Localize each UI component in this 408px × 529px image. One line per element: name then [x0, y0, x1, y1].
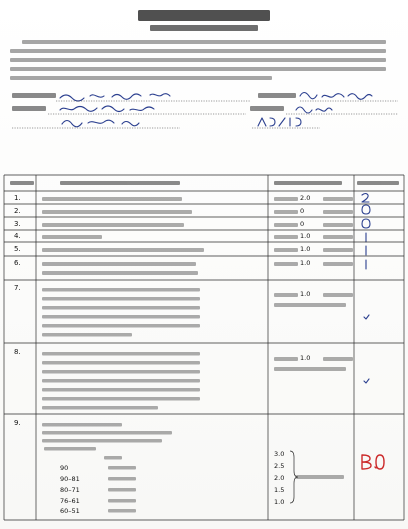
row-5-option-1-score: 1.0 — [300, 246, 311, 253]
row-3-serial: 3. — [14, 220, 21, 228]
handwritten-name — [60, 94, 170, 101]
handwritten-score-row-2 — [362, 205, 370, 214]
range-5: 60–51 — [60, 508, 80, 515]
identity-field-labels-shape — [12, 93, 296, 111]
row-9-serial: 9. — [14, 419, 21, 427]
handwritten-pincode — [258, 118, 301, 126]
range-2: 90–81 — [60, 476, 80, 483]
scale-value-2: 2.5 — [274, 463, 285, 470]
row-8-serial: 8. — [14, 348, 21, 356]
row-4-option-1-score: 1.0 — [300, 233, 311, 240]
scale-value-1: 3.0 — [274, 451, 285, 458]
range-1: 90 — [60, 465, 69, 472]
table-row-lines — [4, 204, 404, 414]
row-1-serial: 1. — [14, 194, 21, 202]
handwritten-score-row-9 — [362, 455, 384, 469]
handwritten-address-line-1 — [60, 106, 154, 112]
row-5-serial: 5. — [14, 245, 21, 253]
handwritten-score-row-3 — [362, 219, 370, 228]
row-7-option-1-score: 1.0 — [300, 291, 311, 298]
range-4: 76–61 — [60, 498, 80, 505]
row-6-serial: 6. — [14, 259, 21, 267]
handwritten-code — [296, 107, 332, 113]
row-2-option-1-score: 0 — [300, 208, 305, 215]
row-4-serial: 4. — [14, 232, 21, 240]
instructions-paragraph-shape — [10, 40, 386, 80]
row-1-option-1-score: 2.0 — [300, 195, 311, 202]
scale-value-5: 1.0 — [274, 499, 285, 506]
row-3-option-1-score: 0 — [300, 221, 305, 228]
handwritten-score-row-8 — [364, 379, 369, 383]
handwritten-score-row-1 — [362, 194, 369, 203]
scale-value-4: 1.5 — [274, 487, 285, 494]
row-6-option-1-score: 1.0 — [300, 260, 311, 267]
row-7-serial: 7. — [14, 284, 21, 292]
handwritten-address-line-2 — [62, 120, 139, 127]
handwritten-school-name — [300, 93, 372, 100]
row-2-serial: 2. — [14, 207, 21, 215]
handwritten-score-row-7 — [364, 315, 369, 319]
scale-value-3: 2.0 — [274, 475, 285, 482]
range-3: 80–71 — [60, 487, 80, 494]
row-8-option-1-score: 1.0 — [300, 355, 311, 362]
form-heading-shape — [138, 10, 270, 31]
column-header-shapes — [10, 181, 399, 185]
